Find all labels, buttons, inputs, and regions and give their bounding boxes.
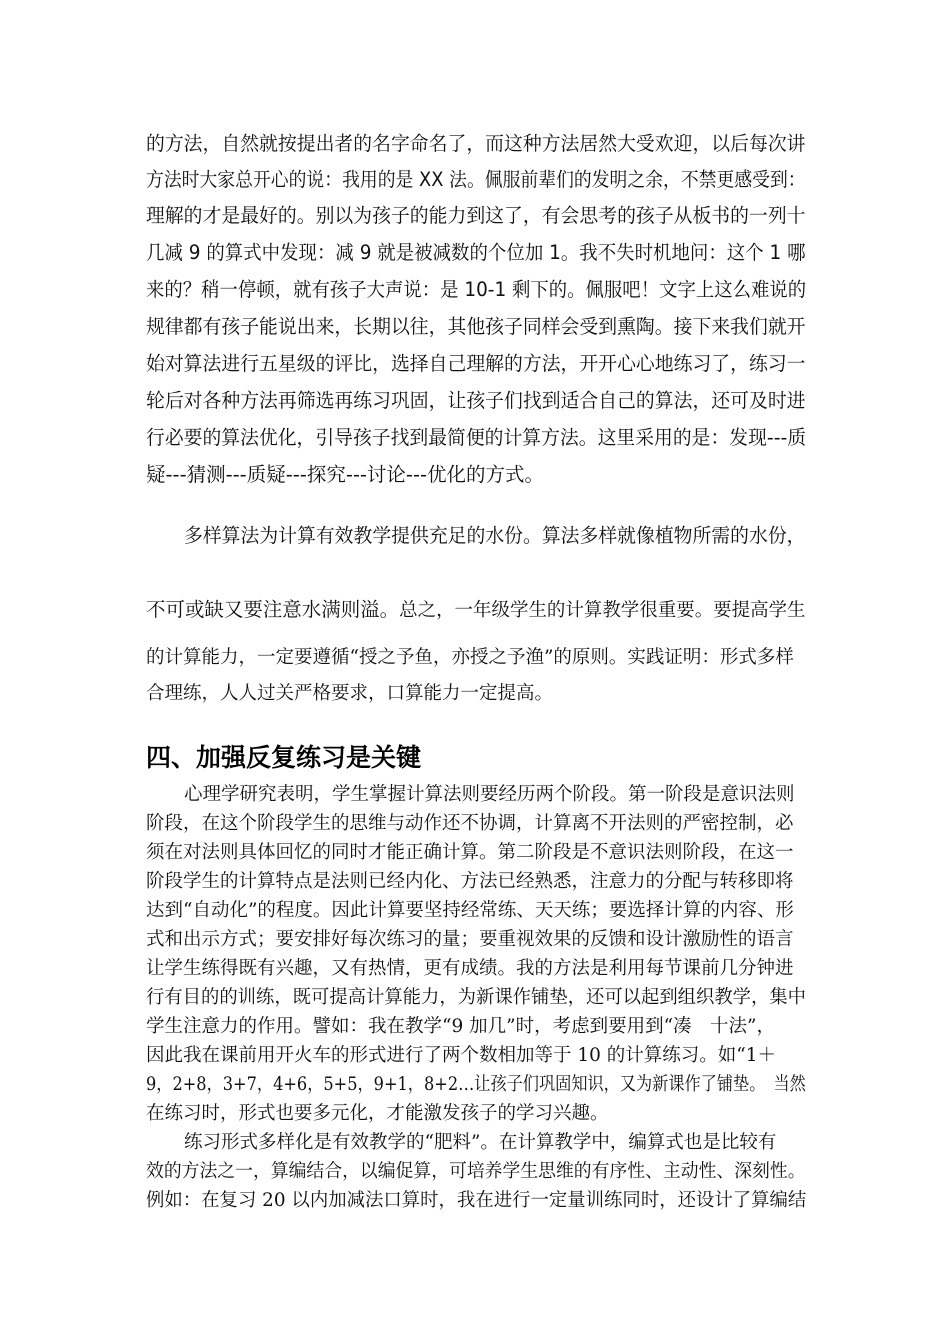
text-line: 多样算法为计算有效教学提供充足的水份。算法多样就像植物所需的水份， (184, 524, 806, 547)
text-line: 在练习时，形式也要多元化，才能激发孩子的学习兴趣。 (146, 1103, 609, 1124)
text-line: 让学生练得既有兴趣，又有热情，更有成绩。我的方法是利用每节课前几分钟进 (146, 958, 794, 979)
text-line: 阶段，在这个阶段学生的思维与动作还不协调，计算离不开法则的严密控制，必 (146, 813, 794, 834)
text-line: 几减 9 的算式中发现：减 9 就是被减数的个位加 1。我不失时机地问：这个 1 哪 (146, 241, 806, 264)
text-line: 因此我在课前用开火车的形式进行了两个数相加等于 10 的计算练习。如“1＋ (146, 1045, 777, 1066)
text-line: 式和出示方式；要安排好每次练习的量；要重视效果的反馈和设计激励性的语言 (146, 929, 794, 950)
text-line: 理解的才是最好的。别以为孩子的能力到这了，有会思考的孩子从板书的一列十 (146, 204, 806, 227)
text-line: 方法时大家总开心的说：我用的是 XX 法。佩服前辈们的发明之余，不禁更感受到： (146, 168, 806, 191)
section-heading: 四、加强反复练习是关键 (146, 743, 422, 772)
text-line: 学生注意力的作用。譬如：我在教学“9 加几”时，考虑到要用到“凑 十法”， (146, 1016, 775, 1037)
text-line: 规律都有孩子能说出来，长期以往，其他孩子同样会受到熏陶。接下来我们就开 (146, 315, 806, 338)
text-line: 来的？稍一停顿，就有孩子大声说：是 10-1 剩下的。佩服吧！文字上这么难说的 (146, 278, 807, 301)
text-line: 的方法，自然就按提出者的名字命名了，而这种方法居然大受欢迎，以后每次讲 (146, 132, 806, 155)
text-line: 合理练，人人过关严格要求，口算能力一定提高。 (146, 683, 554, 704)
text-line: 阶段学生的计算特点是法则已经内化、方法已经熟悉，注意力的分配与转移即将 (146, 871, 794, 892)
text-line: 效的方法之一，算编结合，以编促算，可培养学生思维的有序性、主动性、深刻性。 (146, 1161, 806, 1182)
text-line: 达到“自动化”的程度。因此计算要坚持经常练、天天练；要选择计算的内容、形 (146, 900, 794, 921)
text-line: 疑---猜测---质疑---探究---讨论---优化的方式。 (146, 463, 545, 486)
text-line: 行有目的的训练，既可提高计算能力，为新课作铺垫，还可以起到组织教学，集中 (146, 987, 807, 1008)
text-line (146, 594, 806, 622)
text-span: 不可或缺又要注意水满则溢。 (146, 598, 400, 621)
text-line: 轮后对各种方法再筛选再练习巩固，让孩子们找到适合自己的算法，还可及时进 (146, 389, 806, 412)
text-line: 练习形式多样化是有效教学的“肥料”。在计算教学中，编算式也是比较有 (184, 1132, 777, 1153)
text-line: 心理学研究表明，学生掌握计算法则要经历两个阶段。第一阶段是意识法则 (184, 784, 795, 805)
text-line: 9，2+8，3+7，4+6，5+5，9+1，8+2…让孩子们巩固知识，又为新课作了铺垫。 当然 (146, 1074, 806, 1095)
text-line: 始对算法进行五星级的评比，选择自己理解的方法，开开心心地练习了，练习一 (146, 352, 806, 375)
text-line: 的计算能力，一定要遵循“授之予鱼，亦授之予渔”的原则。实践证明：形式多样 (146, 647, 794, 668)
text-span: 总之，一年级学生的计算教学很重要。要提高学生 (399, 600, 806, 621)
text-line: 例如：在复习 20 以内加减法口算时，我在进行一定量训练同时，还设计了算编结 (146, 1190, 807, 1211)
text-line: 须在对法则具体回忆的同时才能正确计算。第二阶段是不意识法则阶段，在这一 (146, 842, 794, 863)
text-line: 行必要的算法优化，引导孩子找到最简便的计算方法。这里采用的是：发现---质 (146, 426, 807, 449)
